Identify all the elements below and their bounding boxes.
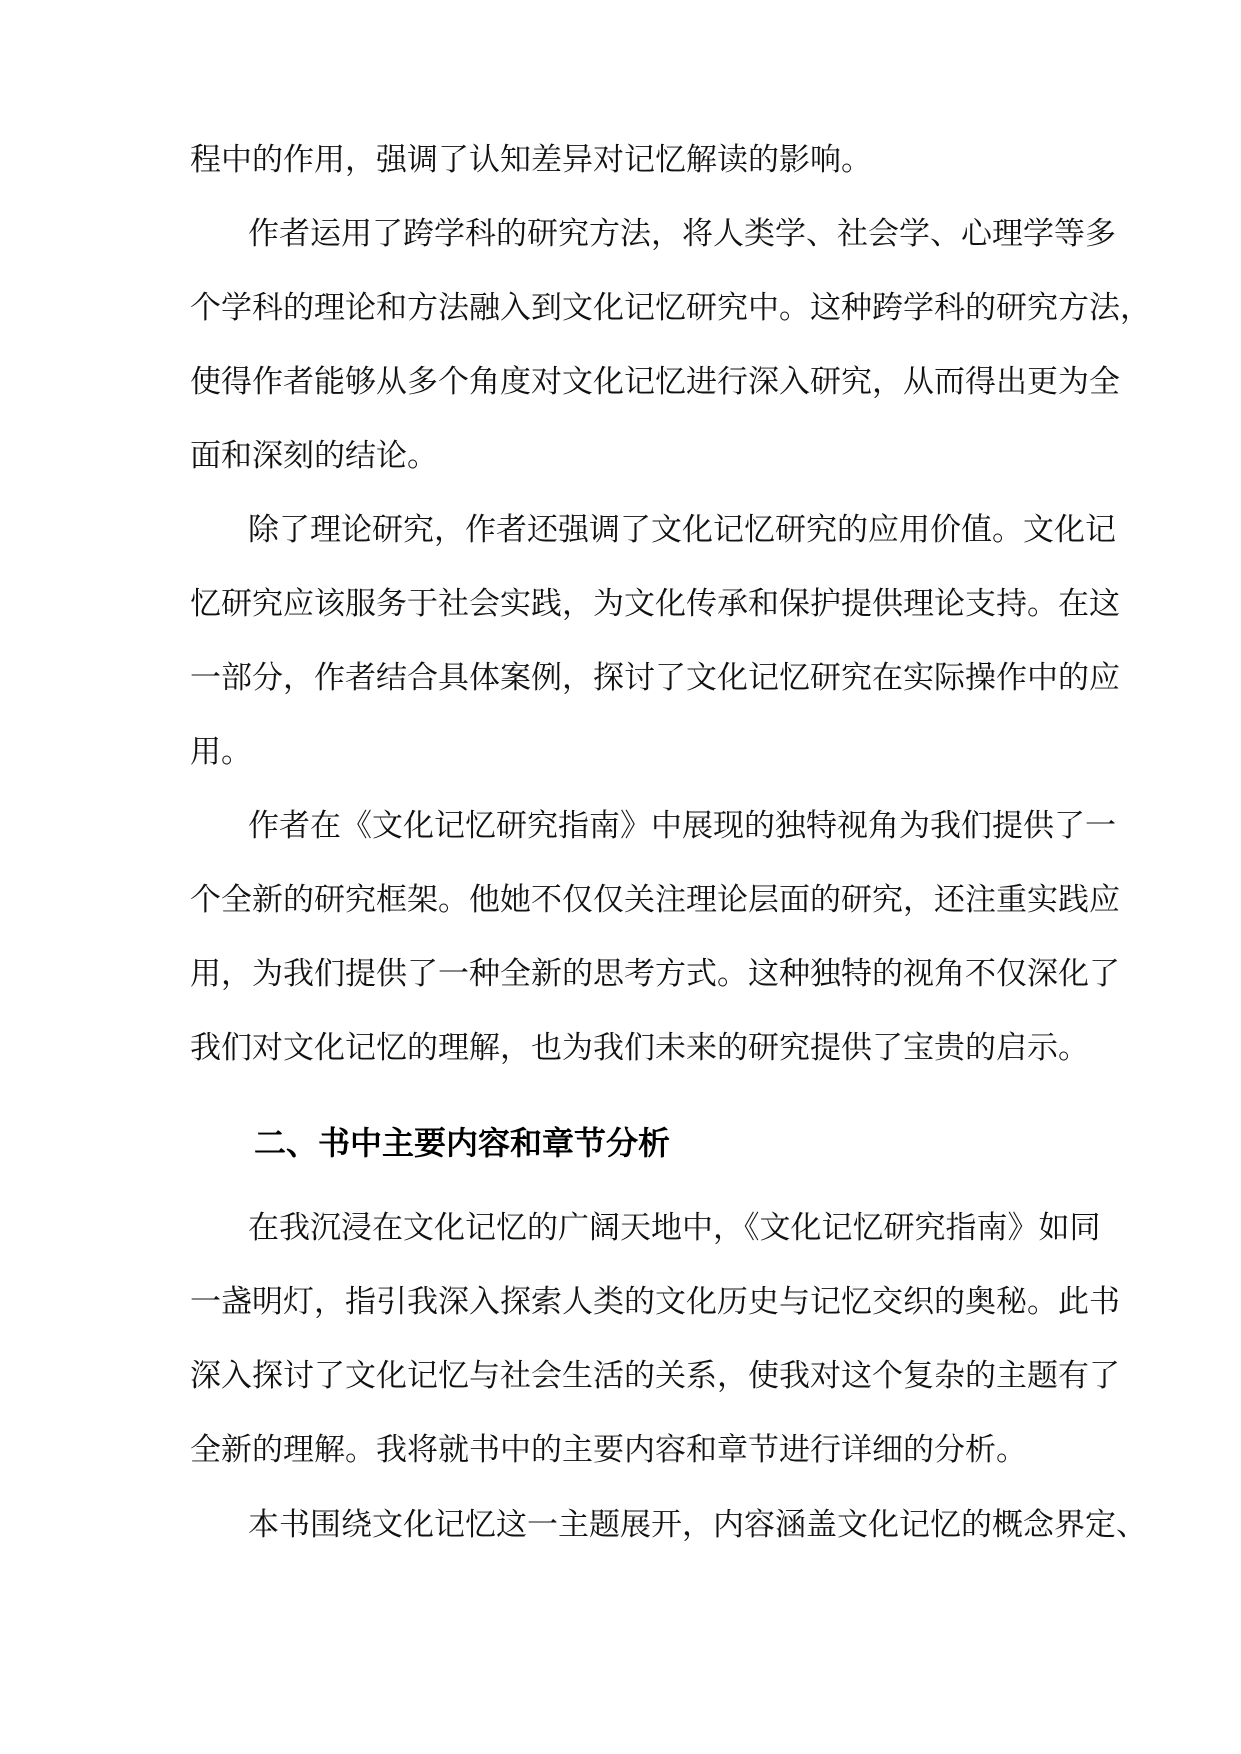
paragraph-4-line-4: 我们对文化记忆的理解，也为我们未来的研究提供了宝贵的启示。 bbox=[190, 1030, 1089, 1066]
section-paragraph-1-line-4: 全新的理解。我将就书中的主要内容和章节进行详细的分析。 bbox=[190, 1432, 1027, 1468]
paragraph-4-line-2: 个全新的研究框架。他她不仅仅关注理论层面的研究，还注重实践应 bbox=[190, 882, 1120, 918]
section-paragraph-1-line-3: 深入探讨了文化记忆与社会生活的关系，使我对这个复杂的主题有了 bbox=[190, 1358, 1120, 1394]
paragraph-4-line-1: 作者在《文化记忆研究指南》中展现的独特视角为我们提供了一 bbox=[248, 808, 1116, 844]
section-heading: 二、书中主要内容和章节分析 bbox=[254, 1124, 671, 1162]
paragraph-2-line-4: 面和深刻的结论。 bbox=[190, 438, 438, 474]
paragraph-4-line-3: 用，为我们提供了一种全新的思考方式。这种独特的视角不仅深化了 bbox=[190, 956, 1120, 992]
paragraph-2-line-3: 使得作者能够从多个角度对文化记忆进行深入研究，从而得出更为全 bbox=[190, 364, 1120, 400]
paragraph-3-line-1: 除了理论研究，作者还强调了文化记忆研究的应用价值。文化记 bbox=[248, 512, 1116, 548]
section-paragraph-2-line-1: 本书围绕文化记忆这一主题展开，内容涵盖文化记忆的概念界定、 bbox=[248, 1507, 1147, 1543]
paragraph-3-line-4: 用。 bbox=[190, 734, 252, 770]
paragraph-2-line-1: 作者运用了跨学科的研究方法，将人类学、社会学、心理学等多 bbox=[248, 216, 1116, 252]
paragraph-1-line-1: 程中的作用，强调了认知差异对记忆解读的影响。 bbox=[190, 142, 872, 178]
paragraph-3-line-2: 忆研究应该服务于社会实践，为文化传承和保护提供理论支持。在这 bbox=[190, 586, 1120, 622]
paragraph-2-line-2: 个学科的理论和方法融入到文化记忆研究中。这种跨学科的研究方法， bbox=[190, 290, 1151, 326]
section-paragraph-1-line-2: 一盏明灯，指引我深入探索人类的文化历史与记忆交织的奥秘。此书 bbox=[190, 1284, 1120, 1320]
section-paragraph-1-line-1: 在我沉浸在文化记忆的广阔天地中，《文化记忆研究指南》如同 bbox=[248, 1210, 1101, 1246]
paragraph-3-line-3: 一部分，作者结合具体案例，探讨了文化记忆研究在实际操作中的应 bbox=[190, 660, 1120, 696]
